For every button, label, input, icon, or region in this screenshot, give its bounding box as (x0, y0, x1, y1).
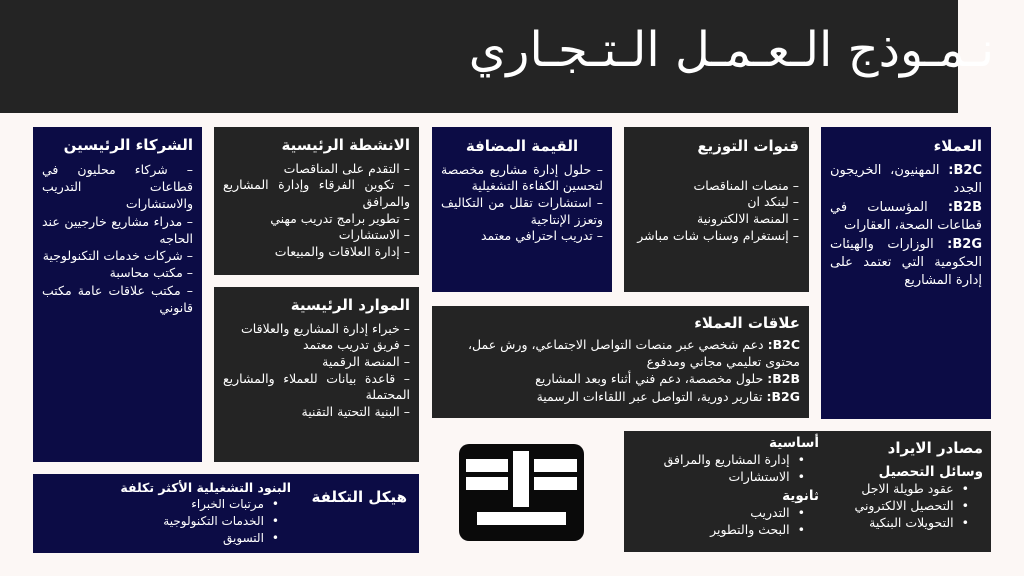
cost-box (33, 474, 419, 553)
cost-sub-heading: البنود التشغيلية الأكثر تكلفة (120, 480, 291, 495)
revenue-primary-heading: أساسية (769, 435, 819, 451)
customers-item: B2B: المؤسسات في قطاعات الصحة، العقارات (830, 199, 982, 234)
activities-item: – الاستشارات (338, 227, 410, 243)
resources-heading: الموارد الرئيسية (290, 296, 410, 314)
cost-item: • مرتبات الخبراء (41, 496, 279, 513)
relationships-item: B2G: تقارير دورية، التواصل عبر اللقاءات الرسمية (536, 388, 800, 404)
activities-item: – تطوير برامج تدريب مهني (270, 210, 410, 226)
revenue-primary-item: • الاستشارات (639, 469, 805, 486)
revenue-collection-heading: وسائل التحصيل (878, 463, 983, 480)
channels-item: – المنصة الالكترونية (697, 211, 799, 226)
resources-item: – المنصة الرقمية (322, 354, 410, 369)
revenue-collection-item: • التحويلات البنكية (823, 515, 969, 532)
resources-item: – خبراء إدارة المشاريع والعلاقات (241, 320, 410, 336)
value-item: – استشارات تقلل من التكاليف وتعزز الإنتاجية (441, 195, 603, 227)
resources-item: – فريق تدريب معتمد (302, 337, 410, 353)
customers-heading: العملاء (933, 137, 982, 155)
grid-logo-icon (459, 444, 584, 541)
page-title: نـمـوذج الـعـمـل الـتـجـاري (468, 22, 994, 78)
partners-item: – شركات خدمات التكنولوجية (42, 248, 193, 263)
customers-box (821, 127, 991, 419)
partners-heading: الشركاء الرئيسين (63, 136, 193, 154)
relationships-item: B2C: دعم شخصي عبر منصات التواصل الاجتماعي، ورش عمل، محتوى تعليمي مجاني ومدفوع (468, 336, 800, 369)
cost-item: • الخدمات التكنولوجية (41, 513, 279, 530)
relationships-heading: علاقات العملاء (694, 314, 800, 332)
value-item: – تدريب احترافي معتمد (480, 228, 603, 244)
partners-item: – مكتب علاقات عامة مكتب قانوني (42, 282, 193, 315)
title-bar (0, 0, 994, 113)
customers-item: B2C: المهنيون، الخريجون الجدد (830, 162, 982, 197)
partners-item: – مكتب محاسبة (109, 265, 193, 281)
revenue-secondary-item: • البحث والتطوير (639, 522, 805, 539)
activities-item: – التقدم على المناقصات (283, 160, 410, 176)
resources-box (214, 287, 419, 462)
resources-item: – قاعدة بيانات للعملاء والمشاريع المحتملة (223, 370, 410, 403)
channels-item: – لينكد ان (747, 194, 799, 210)
relationships-item: B2B: حلول مخصصة، دعم فني أثناء وبعد المشاريع (535, 371, 800, 387)
partners-box (33, 127, 202, 462)
value-item: – حلول إدارة مشاريع مخصصة لتحسين الكفاءة التشغيلية (441, 161, 603, 194)
revenue-collection-item: • عقود طويلة الاجل (823, 481, 969, 498)
revenue-collection-item: • التحصيل الالكتروني (823, 498, 969, 515)
value-box (432, 127, 612, 292)
activities-box (214, 127, 419, 275)
resources-item: – البنية التحتية التقنية (301, 403, 410, 419)
partners-item: – مدراء مشاريع خارجيين عند الحاجه (42, 213, 193, 246)
revenue-box (624, 431, 991, 552)
activities-item: – تكوين الفرقاء وإدارة المشاريع والمرافق (223, 177, 410, 209)
channels-item: – منصات المناقصات (693, 177, 799, 193)
revenue-heading: مصادر الايراد (887, 439, 983, 457)
customers-item: B2G: الوزارات والهيئات الحكومية التي تعتمد على إدارة المشاريع (830, 236, 982, 289)
activities-heading: الانشطة الرئيسية (281, 136, 410, 154)
cost-item: • التسويق (41, 530, 279, 547)
channels-item: – إنستغرام وسناب شات مباشر (637, 227, 799, 243)
channels-heading: قنوات التوزيع (697, 137, 799, 155)
revenue-secondary-heading: ثانوية (782, 487, 819, 504)
activities-item: – إدارة العلاقات والمبيعات (274, 243, 410, 259)
revenue-secondary-item: • التدريب (639, 505, 805, 522)
partners-item: – شركاء محليون في قطاعات التدريب والاستشارات (42, 161, 193, 212)
channels-box (624, 127, 809, 292)
revenue-primary-item: • إدارة المشاريع والمرافق (639, 452, 805, 469)
value-heading: القيمة المضافة (465, 137, 579, 155)
cost-heading: هيكل التكلفة (311, 488, 407, 506)
relationships-box (432, 306, 809, 418)
